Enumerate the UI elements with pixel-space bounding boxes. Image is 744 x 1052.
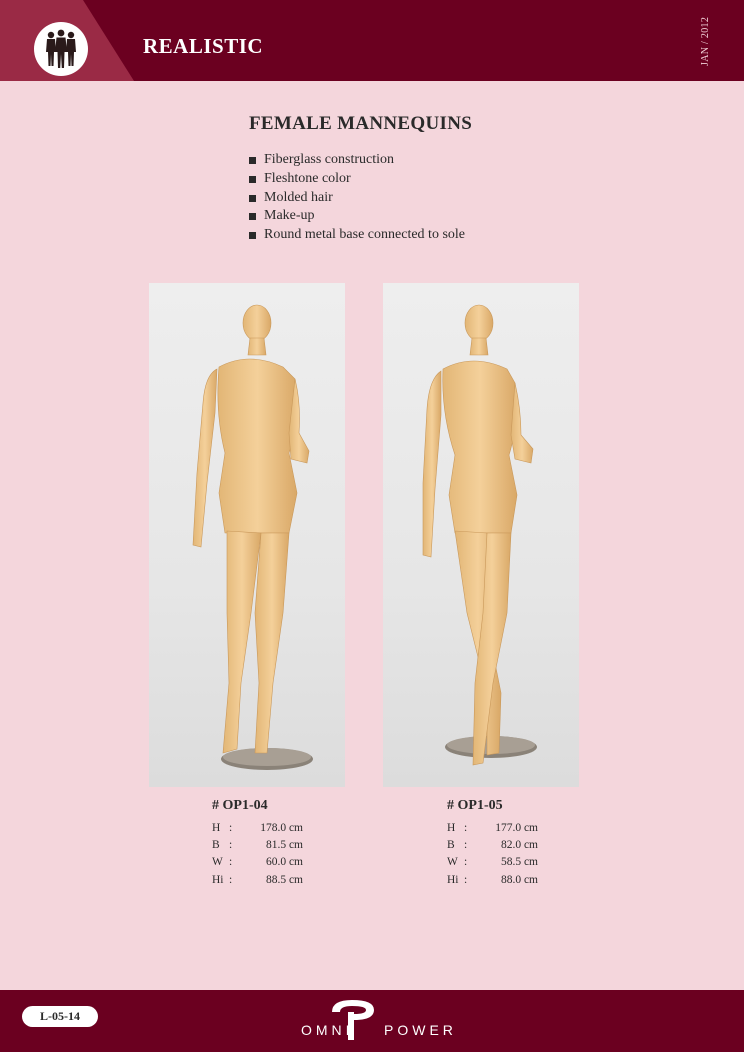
product-code: # OP1-04 — [212, 798, 268, 813]
feature-item — [249, 170, 465, 189]
feature-list — [249, 151, 465, 245]
page-code-badge: L-05-14 — [22, 1006, 98, 1027]
spec-row-bust: B : 81.5 cm — [212, 839, 303, 852]
feature-text: Fiberglass construction — [264, 152, 395, 167]
page-title: REALISTIC — [143, 34, 264, 58]
spec-row-bust: B : 82.0 cm — [447, 839, 538, 852]
feature-item — [249, 226, 465, 245]
brand-name-left: OMNI — [301, 1022, 354, 1038]
feature-item — [249, 207, 465, 226]
three-mannequins-icon — [34, 22, 88, 76]
issue-date: JAN / 2012 — [700, 16, 711, 66]
feature-text: Fleshtone color — [264, 170, 351, 186]
feature-text: Molded hair — [264, 189, 333, 205]
bullet-square-icon — [249, 232, 256, 239]
spec-row-hip: Hi : 88.5 cm — [212, 873, 303, 886]
feature-item — [249, 151, 465, 170]
spec-row-hip: Hi : 88.0 cm — [447, 873, 538, 886]
bullet-square-icon — [249, 213, 256, 220]
feature-text: Round metal base connected to sole — [264, 227, 465, 243]
product-code: # OP1-05 — [447, 798, 503, 813]
product-photo-op1-04 — [149, 283, 345, 787]
spec-row-waist: W : 58.5 cm — [447, 856, 538, 869]
bullet-square-icon — [249, 195, 256, 202]
brand-name-right: POWER — [384, 1022, 457, 1038]
bullet-square-icon — [249, 176, 256, 183]
feature-item — [249, 189, 465, 208]
product-specs-op1-05 — [447, 798, 538, 889]
spec-row-waist: W : 60.0 cm — [212, 856, 303, 869]
section-title: FEMALE MANNEQUINS — [249, 113, 473, 134]
feature-text: Make-up — [264, 208, 315, 224]
product-photo-op1-05 — [383, 283, 579, 787]
spec-row-height: H : 178.0 cm — [212, 822, 303, 834]
bullet-square-icon — [249, 157, 256, 164]
product-specs-op1-04 — [212, 798, 303, 889]
spec-row-height: H : 177.0 cm — [447, 822, 538, 834]
